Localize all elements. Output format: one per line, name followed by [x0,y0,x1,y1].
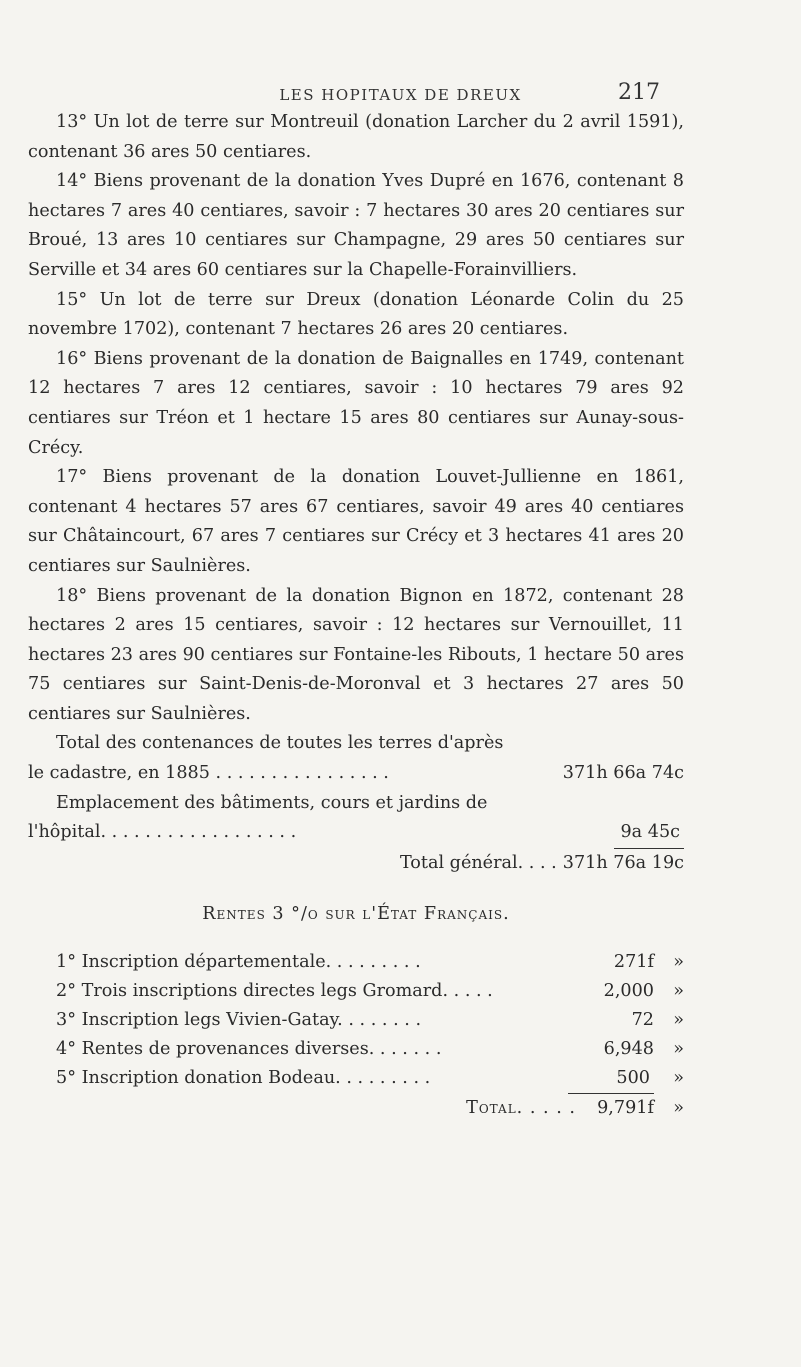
rente-total-row [28,1094,684,1123]
paragraph-15: 15° Un lot de terre sur Dreux (donation Léonarde Colin du 25 novembre 1702), contenant 7 hectares 26 ares 20 centiares. [28,289,684,340]
emplacement-value: 9a 45c [614,818,684,849]
total-general-value: 371h 76a 19c [562,852,684,873]
rente-label: 3° Inscription legs Vivien-Gatay. . . . . . . . [56,1010,422,1031]
paragraph-16: 16° Biens provenant de la donation de Baignalles en 1749, contenant 12 hectares 7 ares 12 centiares, savoir : 10 hectares 79 ares 92 centiares sur Tréon et 1 hectare 15 ares 80 centiares sur Aunay-sous-Crécy. [28,348,684,458]
rentes-heading: Rentes 3 °/o sur l'État Français. [202,904,510,925]
rente-total-amount: 9,791f [597,1098,654,1119]
rente-mark: » [673,981,684,1002]
rente-item [28,1064,684,1094]
rente-mark: » [673,952,684,973]
rente-label: 4° Rentes de provenances diverses. . . . . . . [56,1039,442,1060]
emplacement-line1: Emplacement des bâtiments, cours et jardins de [56,792,488,813]
rente-mark: » [673,1068,684,1089]
rente-label: 1° Inscription départementale. . . . . . . . . [56,952,421,973]
rente-amount: 72 [631,1010,654,1031]
paragraph-13: 13° Un lot de terre sur Montreuil (donation Larcher du 2 avril 1591), contenant 36 ares 50 centiares. [28,112,684,162]
running-header: LES HOPITAUX DE DREUX [279,86,522,104]
paragraph-14: 14° Biens provenant de la donation Yves Dupré en 1676, contenant 8 hectares 7 ares 40 centiares, savoir : 7 hectares 30 ares 20 centiares sur Broué, 13 ares 10 centiares sur Champagne, 29 ares 50 centiares sur Serville et 34 ares 60 centiares sur la Chapelle-Forainvilliers. [28,171,684,280]
page-body [28,108,684,1123]
paragraph-17: 17° Biens provenant de la donation Louvet-Jullienne en 1861, contenant 4 hectares 57 ares 67 centiares, savoir 49 ares 40 centiares sur Châtaincourt, 67 ares 7 centiares sur Crécy et 3 hectares 41 ares 20 centiares sur Saulnières. [28,467,684,576]
rente-amount: 500 [568,1064,654,1094]
rente-mark: » [673,1010,684,1031]
total-contenances-row [28,759,684,789]
rente-item [28,948,684,977]
rente-amount: 2,000 [603,981,654,1002]
rente-amount: 271f [613,952,654,973]
page-number: 217 [618,80,660,105]
rente-total-mark: » [673,1098,684,1119]
total-general-label: Total général. . . . [399,852,557,873]
rente-label: 2° Trois inscriptions directes legs Gromard. . . . . [56,981,493,1002]
rente-amount: 6,948 [603,1039,654,1060]
rente-total-label: Total. . . . . [466,1098,576,1119]
rente-item [28,1006,684,1035]
total-contenances-line1: Total des contenances de toutes les terres d'après [56,733,504,754]
total-contenances-label: le cadastre, en 1885 . . . . . . . . . . . . . . . . [28,763,389,784]
rente-item [28,1035,684,1064]
rente-label: 5° Inscription donation Bodeau. . . . . . . . . [56,1068,431,1089]
rente-item [28,977,684,1006]
emplacement-row [28,818,684,849]
emplacement-label: l'hôpital. . . . . . . . . . . . . . . . . . [28,822,297,843]
rente-mark: » [673,1039,684,1060]
total-contenances-value: 371h 66a 74c [562,763,684,784]
total-general-row [28,849,684,879]
paragraph-18: 18° Biens provenant de la donation Bignon en 1872, contenant 28 hectares 2 ares 15 centiares, savoir : 12 hectares sur Vernouillet, 11 hectares 23 ares 90 centiares sur Fontaine-les Ribouts, 1 hectare 50 ares 75 centiares sur Saint-Denis-de-Moronval et 3 hectares 27 ares 50 centiares sur Saulnières. [28,585,684,724]
